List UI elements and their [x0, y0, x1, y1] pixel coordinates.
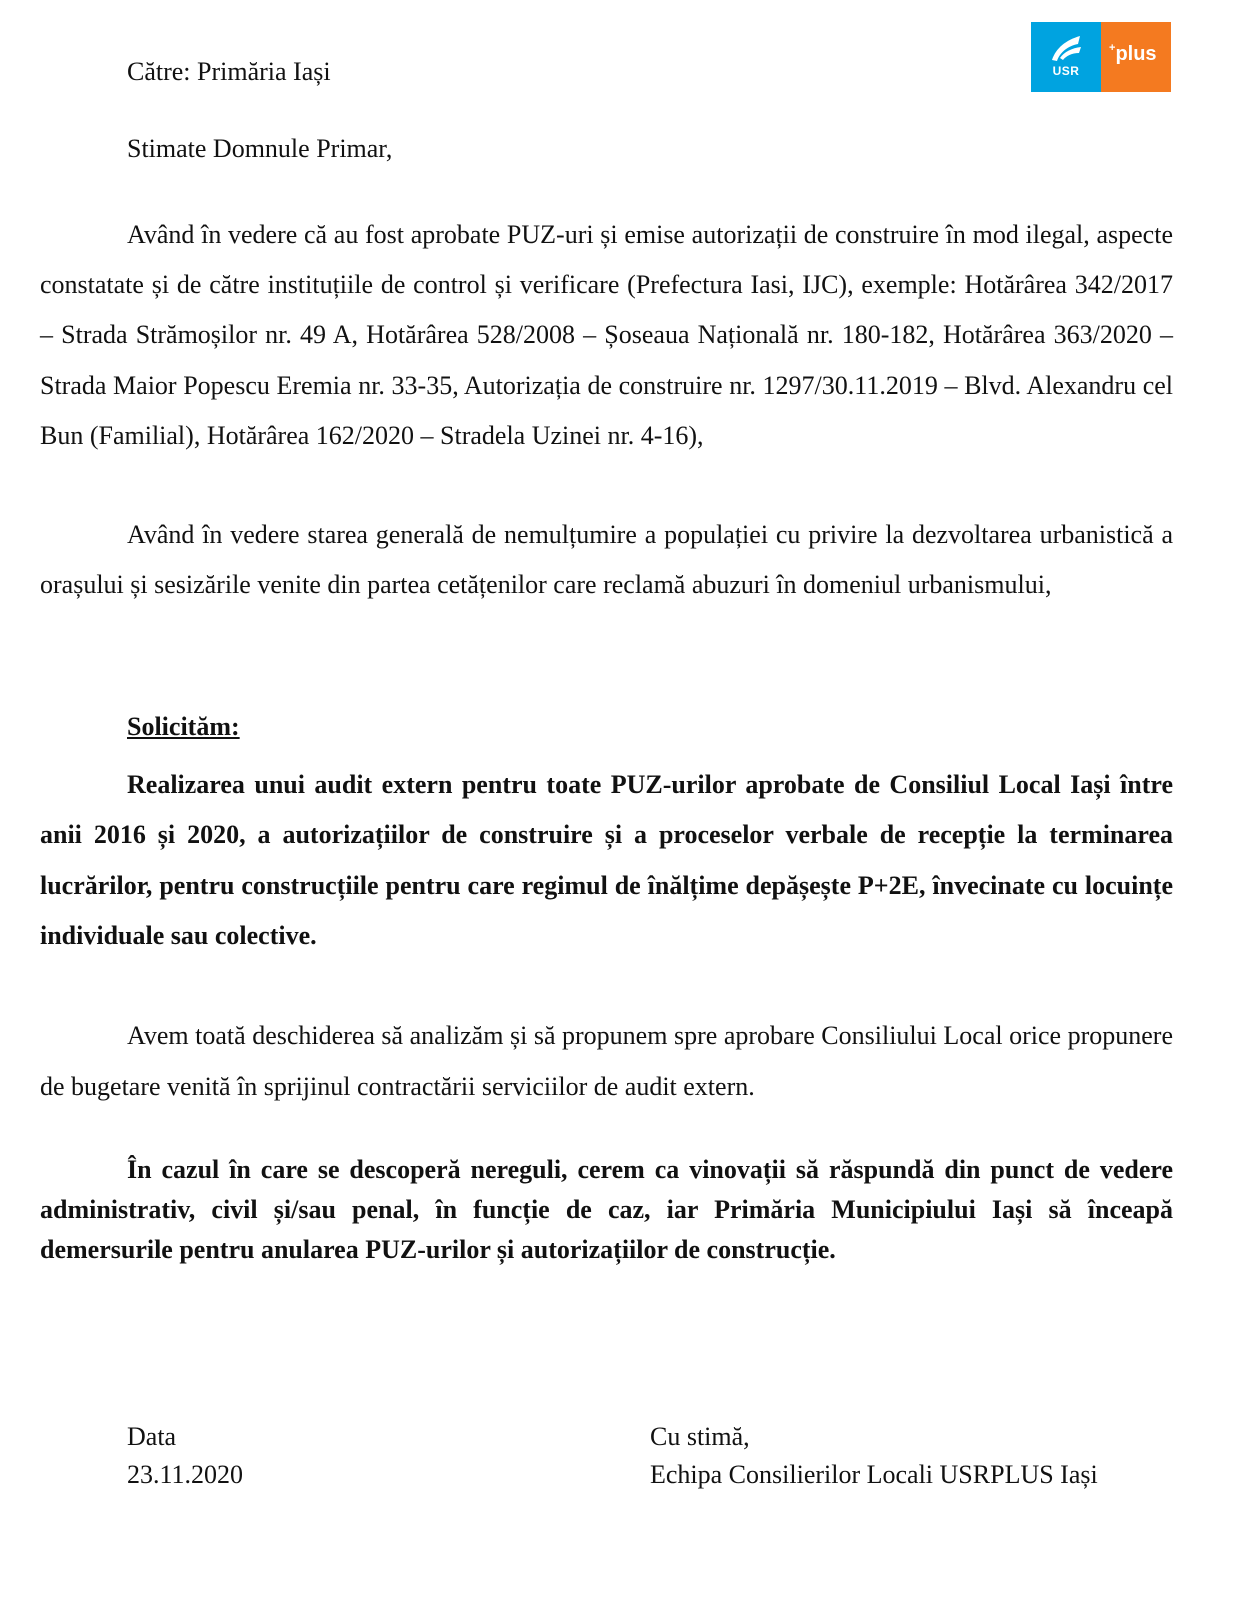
- flag-icon: [1048, 34, 1084, 64]
- plus-logo: [1101, 22, 1171, 92]
- usr-logo: [1031, 22, 1101, 92]
- addressee: Către: Primăria Iași: [127, 57, 331, 86]
- usr-plus-logo: [1031, 22, 1171, 92]
- signature: Echipa Consilierilor Locali USRPLUS Iași: [650, 1460, 1098, 1489]
- greeting: Stimate Domnule Primar,: [127, 134, 393, 163]
- plus-logo-text: [1109, 42, 1157, 66]
- paragraph-budget: Avem toată deschiderea să analizăm și să propunem spre aprobare Consiliului Local orice propunere de bugetare venită în sprijinul contractării serviciilor de audit extern.: [40, 1021, 1173, 1101]
- paragraph-considerations-2: Având în vedere starea generală de nemulțumire a populației cu privire la dezvoltarea urbanistică a orașului și sesizările venite din partea cetățenilor care reclamă abuzuri în domeniul urbanismului,: [40, 520, 1173, 600]
- closing: Cu stimă,: [650, 1422, 750, 1451]
- date-value: 23.11.2020: [127, 1460, 244, 1489]
- usr-logo-text: USR: [1052, 64, 1080, 78]
- paragraph-consequences: În cazul în care se descoperă nereguli, cerem ca vinovații să răspundă din punct de vedere administrativ, civil și/sau penal, în funcție de caz, iar Primăria Municipiului Iași să înceapă demersurile pentru anularea PUZ-urilor și autorizațiilor de construcție.: [40, 1155, 1173, 1264]
- request-body: Realizarea unui audit extern pentru toate PUZ-urilor aprobate de Consiliul Local Iași între anii 2016 și 2020, a autorizațiilor de construire și a proceselor verbale de recepție la terminarea lucrărilor, pentru construcțiile pentru care regimul de înălțime depășește P+2E, învecinate cu locuințe individuale sau colective.: [40, 770, 1173, 950]
- plus-logo-word: plus: [1115, 43, 1157, 65]
- request-heading: Solicităm:: [127, 712, 240, 741]
- plus-logo-sup: +: [1109, 42, 1116, 54]
- date-label: Data: [127, 1422, 177, 1451]
- paragraph-considerations-1: Având în vedere că au fost aprobate PUZ-uri și emise autorizații de construire în mod ilegal, aspecte constatate și de către instituțiile de control și verificare (Prefectura Iasi, IJC), exemple: Hotărârea 342/2017 – Strada Strămoșilor nr. 49 A, Hotărârea 528/2008 – Șoseaua Națională nr. 180-182, Hotărârea 363/2020 – Strada Maior Popescu Eremia nr. 33-35, Autorizația de construire nr. 1297/30.11.2019 – Blvd. Alexandru cel Bun (Familial), Hotărârea 162/2020 – Stradela Uzinei nr. 4-16),: [40, 220, 1173, 450]
